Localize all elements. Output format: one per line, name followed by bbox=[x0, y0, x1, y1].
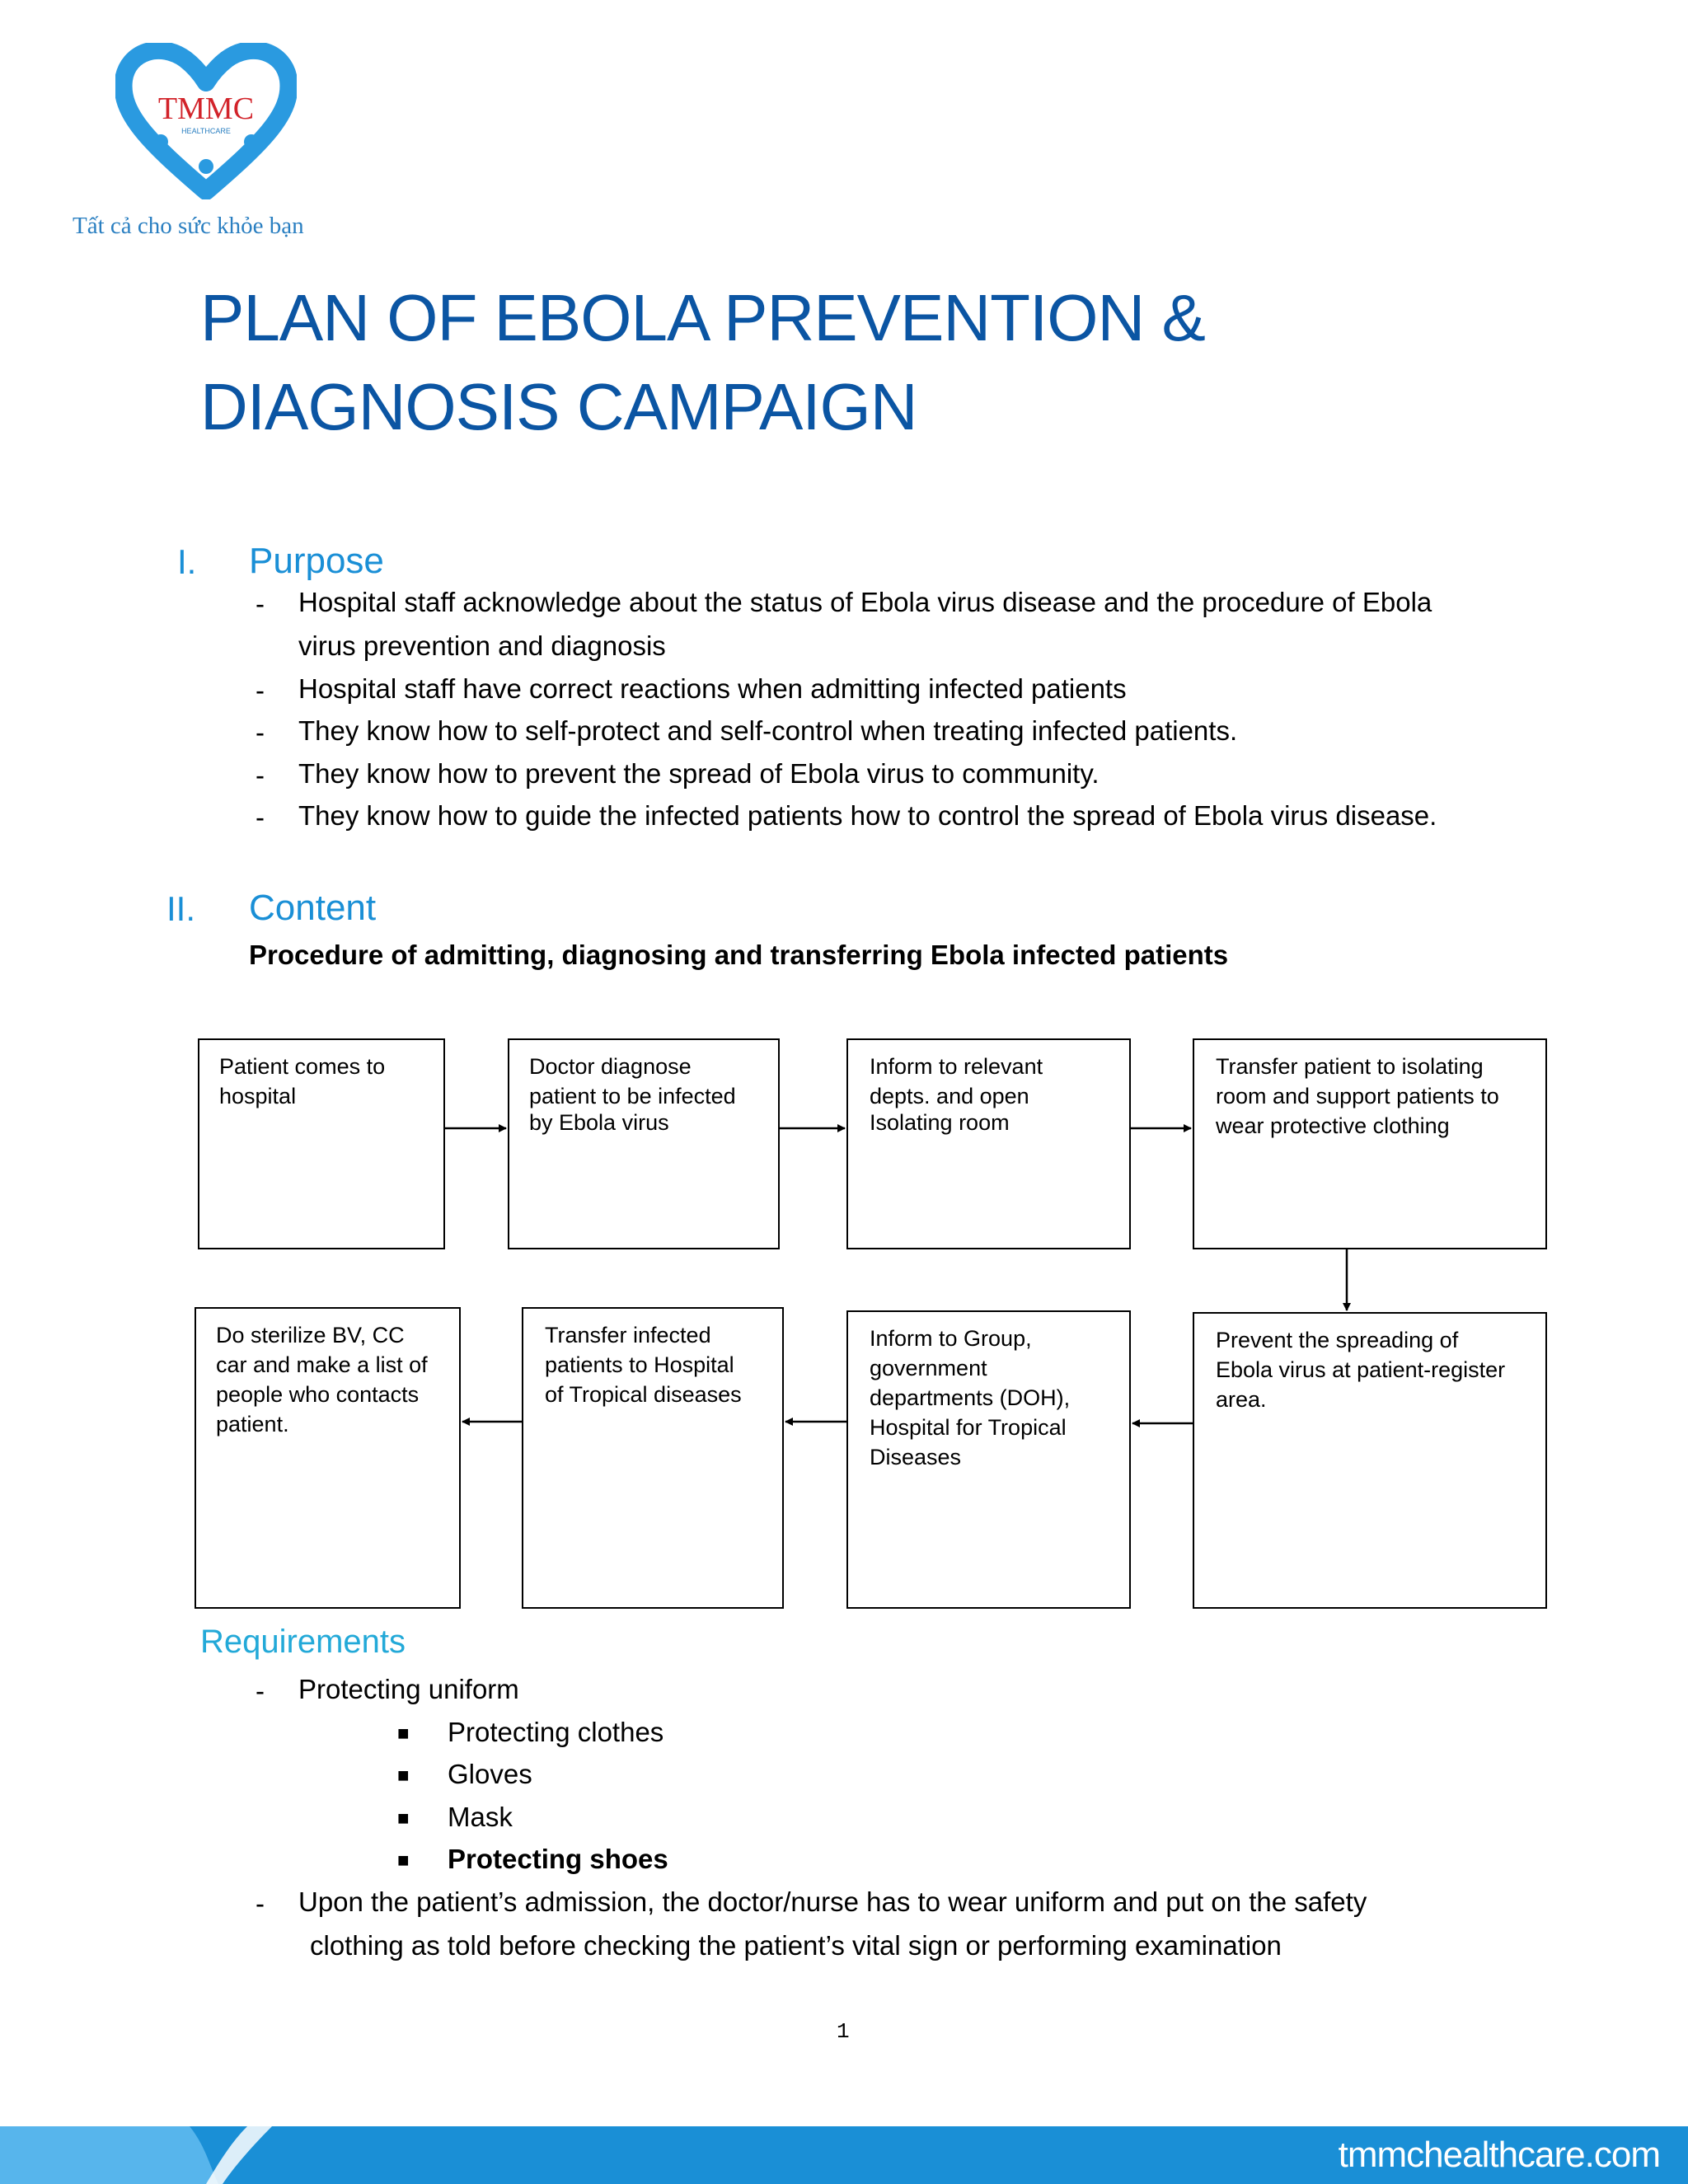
flow-text: Hospital for Tropical bbox=[870, 1415, 1067, 1440]
section-content-heading: Content bbox=[249, 888, 377, 928]
tmmc-logo bbox=[115, 43, 297, 199]
admission-instruction-line1: Upon the patient’s admission, the doctor/nurse has to wear uniform and put on the safety bbox=[298, 1886, 1367, 1917]
flow-text: by Ebola virus bbox=[529, 1110, 669, 1135]
square-bullet-icon: ■ bbox=[397, 1765, 410, 1787]
page-number: 1 bbox=[837, 2019, 850, 2044]
square-bullet-icon: ■ bbox=[397, 1849, 410, 1872]
flow-text: Isolating room bbox=[870, 1110, 1010, 1135]
flow-text: Doctor diagnose bbox=[529, 1054, 692, 1079]
section-purpose-number: I. bbox=[177, 542, 197, 581]
bullet-dash: - bbox=[256, 588, 265, 619]
flow-box-transfer-isolating bbox=[1193, 1038, 1547, 1249]
requirement-item-shoes: Protecting shoes bbox=[448, 1844, 668, 1874]
flow-text: patient to be infected bbox=[529, 1084, 736, 1108]
flow-text: Prevent the spreading of bbox=[1216, 1328, 1459, 1352]
requirements-heading: Requirements bbox=[200, 1624, 406, 1660]
flow-text: depts. and open bbox=[870, 1084, 1029, 1108]
purpose-bullet-1: Hospital staff acknowledge about the status of Ebola virus disease and the procedure of Ebola bbox=[298, 587, 1432, 617]
requirement-item-mask: Mask bbox=[448, 1802, 513, 1832]
bullet-dash: - bbox=[256, 760, 265, 790]
flow-text: Patient comes to bbox=[219, 1054, 386, 1079]
page-title-line1: PLAN OF EBOLA PREVENTION & bbox=[200, 281, 1205, 354]
admission-instruction-line2: clothing as told before checking the patient’s vital sign or performing examination bbox=[310, 1930, 1282, 1961]
flow-text: area. bbox=[1216, 1387, 1267, 1412]
flow-text: departments (DOH), bbox=[870, 1385, 1071, 1410]
section-purpose-heading: Purpose bbox=[249, 541, 384, 581]
flow-text: government bbox=[870, 1356, 987, 1380]
square-bullet-icon: ■ bbox=[397, 1722, 410, 1745]
square-bullet-icon: ■ bbox=[397, 1807, 410, 1830]
logo-tagline: Tất cả cho sức khỏe bạn bbox=[73, 213, 304, 239]
flow-text: patients to Hospital bbox=[545, 1352, 734, 1377]
page-title-line2: DIAGNOSIS CAMPAIGN bbox=[200, 370, 917, 443]
flow-text: Transfer patient to isolating bbox=[1216, 1054, 1484, 1079]
flow-box-patient-arrives bbox=[198, 1038, 445, 1249]
flow-box-inform-depts bbox=[846, 1038, 1131, 1249]
flow-text: room and support patients to bbox=[1216, 1084, 1499, 1108]
flow-box-prevent-spreading bbox=[1193, 1312, 1547, 1609]
flow-text: hospital bbox=[219, 1084, 297, 1108]
purpose-bullet-2: Hospital staff have correct reactions when admitting infected patients bbox=[298, 673, 1127, 704]
flow-text: Do sterilize BV, CC bbox=[216, 1323, 405, 1347]
bullet-dash: - bbox=[256, 802, 265, 832]
flow-text: Inform to relevant bbox=[870, 1054, 1043, 1079]
bullet-dash: - bbox=[256, 675, 265, 705]
logo-brand: TMMC bbox=[157, 91, 255, 126]
purpose-bullet-3: They know how to self-protect and self-control when treating infected patients. bbox=[298, 715, 1238, 746]
flow-text: Transfer infected bbox=[545, 1323, 711, 1347]
purpose-bullet-4: They know how to prevent the spread of Ebola virus to community. bbox=[298, 758, 1100, 789]
flow-text: Inform to Group, bbox=[870, 1326, 1032, 1351]
requirement-item-clothes: Protecting clothes bbox=[448, 1717, 664, 1747]
bullet-dash: - bbox=[256, 717, 265, 748]
bullet-dash: - bbox=[256, 1888, 265, 1919]
flow-text: people who contacts bbox=[216, 1382, 420, 1407]
flow-box-doctor-diagnose bbox=[508, 1038, 780, 1249]
flow-text: car and make a list of bbox=[216, 1352, 428, 1377]
flow-text: Diseases bbox=[870, 1445, 962, 1469]
section-content-number: II. bbox=[166, 889, 196, 928]
flow-text: wear protective clothing bbox=[1216, 1113, 1450, 1138]
requirement-item-gloves: Gloves bbox=[448, 1759, 532, 1789]
flow-text: Ebola virus at patient-register bbox=[1216, 1357, 1506, 1382]
flow-text: patient. bbox=[216, 1412, 289, 1436]
purpose-bullet-1-cont: virus prevention and diagnosis bbox=[298, 630, 666, 661]
flow-box-transfer-hospital bbox=[522, 1307, 784, 1609]
bullet-dash: - bbox=[256, 1675, 265, 1706]
flow-box-inform-group bbox=[846, 1310, 1131, 1609]
logo-sub: HEALTHCARE bbox=[181, 127, 231, 135]
requirements-uniform-label: Protecting uniform bbox=[298, 1674, 519, 1704]
purpose-bullet-5: They know how to guide the infected patients how to control the spread of Ebola virus disease. bbox=[298, 800, 1437, 831]
flow-box-sterilize bbox=[195, 1307, 461, 1609]
procedure-title: Procedure of admitting, diagnosing and transferring Ebola infected patients bbox=[249, 940, 1229, 970]
flow-text: of Tropical diseases bbox=[545, 1382, 742, 1407]
footer-website-link[interactable]: tmmchealthcare.com bbox=[1338, 2135, 1660, 2175]
